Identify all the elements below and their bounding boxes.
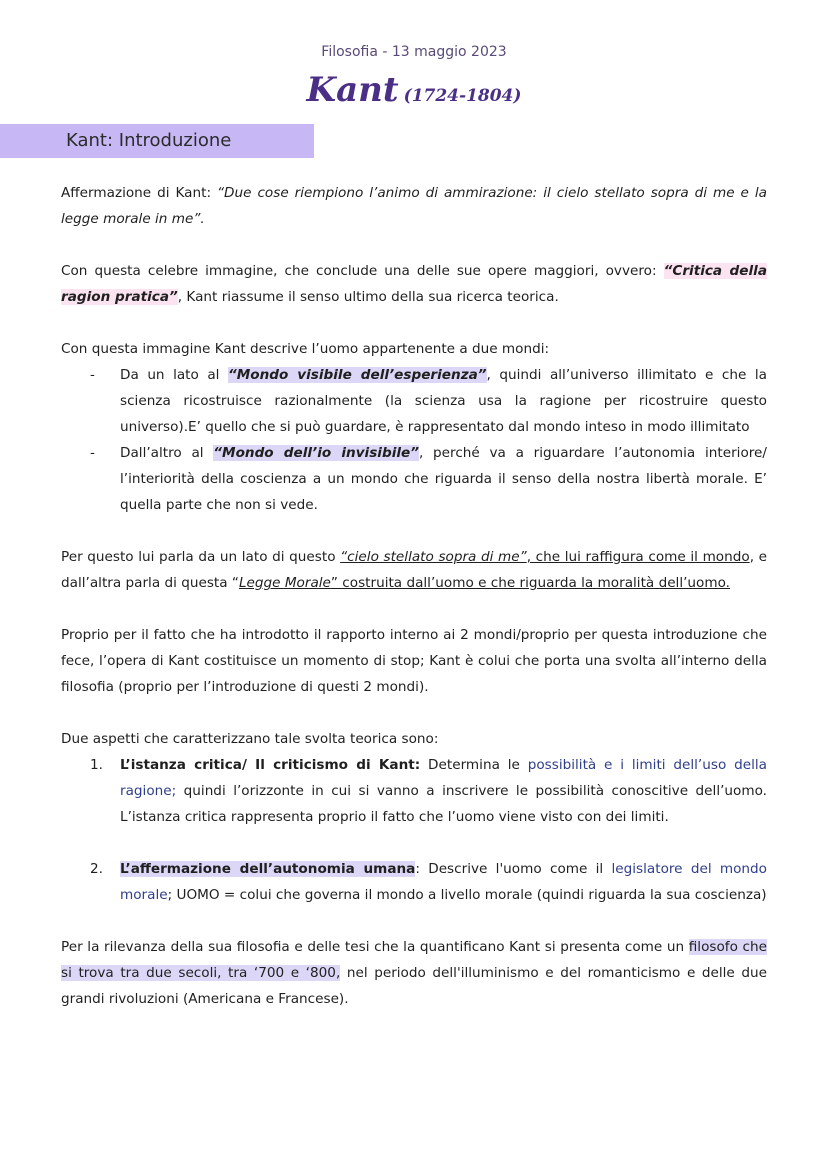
p4-underlined-1 <box>340 549 750 565</box>
critica-ragion-pratica: “Critica della ragion pratica” <box>61 263 767 305</box>
list-item <box>120 362 767 440</box>
section-heading <box>0 124 314 158</box>
aspects-intro: Due aspetti che caratterizzano tale svolta teorica sono: <box>61 731 439 747</box>
mondo-io-invisibile: “Mondo dell’io invisibile” <box>213 445 419 461</box>
bullet-1-c: , quindi all’universo illimitato e che la scienza ricostruisce razionalmente (la scienza usa la ragione per ricostruire questo universo).E’ quello che si può guardare, è rappresentato dal mondo inteso in modo illimitato <box>120 367 767 435</box>
two-worlds-intro: Con questa immagine Kant descrive l’uomo appartenente a due mondi: <box>61 341 550 357</box>
item-2-b: : Descrive l'uomo come il <box>415 861 612 877</box>
bullet-2-a: Dall’altro al <box>120 445 214 461</box>
paragraph-quote <box>61 180 767 232</box>
legge-morale: Legge Morale <box>238 575 331 591</box>
bullet-1-a: Da un lato al <box>120 367 228 383</box>
p4-d: , e dall’altra parla di questa “ <box>61 549 767 591</box>
p7-a: Per la rilevanza della sua filosofia e delle tesi che la quantificano Kant si presenta come un <box>61 939 689 955</box>
cielo-stellato: “cielo stellato sopra di me” <box>340 549 527 565</box>
item-2-d: ; UOMO = colui che governa il mondo a livello morale (quindi riguarda la sua coscienza) <box>167 887 767 903</box>
mondo-visibile: “Mondo visibile dell’esperienza” <box>227 367 487 383</box>
p4-f: ” costruita dall’uomo e che riguarda la moralità dell’uomo. <box>330 575 731 591</box>
kant-quote: “Due cose riempiono l’animo di ammirazione: il cielo stellato sopra di me e la legge morale in me”. <box>61 185 767 227</box>
list-item <box>120 440 767 518</box>
title-name: Kant <box>306 70 399 110</box>
p4-underlined-2 <box>239 575 730 591</box>
title-years: (1724-1804) <box>403 86 522 106</box>
possibilita-limiti: possibilità e i limiti dell’uso della ragione; <box>120 757 767 799</box>
list-item <box>90 752 767 830</box>
paragraph-cielo-legge <box>61 544 767 596</box>
two-worlds-list <box>61 362 767 518</box>
paragraph-critica <box>61 258 767 310</box>
bullet-2-c: , perché va a riguardare l’autonomia interiore/ l’interiorità della coscienza a un mondo che riguarda il senso della nostra libertà morale. E’ quella parte che non si vede. <box>120 445 767 513</box>
paragraph-aspects <box>61 726 767 752</box>
document-title <box>0 70 828 110</box>
paragraph-svolta <box>61 622 767 700</box>
paragraph-two-worlds <box>61 336 767 362</box>
p4-a: Per questo lui parla da un lato di questo <box>61 549 341 565</box>
autonomia-umana: L’affermazione dell’autonomia umana <box>120 861 416 877</box>
quote-intro: Affermazione di Kant: <box>61 185 217 201</box>
p2-text-c: , Kant riassume il senso ultimo della sua ricerca teorica. <box>177 289 559 305</box>
due-secoli: filosofo che si trova tra due secoli, tra ‘700 e ‘800, <box>61 939 767 981</box>
p5-text: Proprio per il fatto che ha introdotto il rapporto interno ai 2 mondi/proprio per questa introduzione che fece, l’opera di Kant costituisce un momento di stop; Kant è colui che porta una svolta all’interno della filosofia (proprio per l’introduzione di questi 2 mondi). <box>61 627 767 695</box>
list-item <box>90 856 767 908</box>
item-number: 2. <box>90 861 103 877</box>
aspects-list <box>61 752 767 908</box>
p7-c: nel periodo dell'illuminismo e del romanticismo e delle due grandi rivoluzioni (Americana e Francese). <box>61 965 767 1007</box>
item-1-b: Determina le <box>420 757 528 773</box>
p2-text-a: Con questa celebre immagine, che conclude una delle sue opere maggiori, ovvero: <box>61 263 664 279</box>
paragraph-rilevanza <box>61 934 767 1012</box>
istanza-critica: L’istanza critica/ Il criticismo di Kant: <box>120 757 421 773</box>
legislatore-mondo-morale: legislatore del mondo morale <box>120 861 767 903</box>
item-1-d: quindi l’orizzonte in cui si vanno a inscrivere le possibilità conoscitive dell’uomo. L’istanza critica rappresenta proprio il fatto che l’uomo viene visto con dei limiti. <box>120 783 767 825</box>
item-number: 1. <box>90 757 103 773</box>
document-date: Filosofia - 13 maggio 2023 <box>321 44 507 60</box>
p4-c: , che lui raffigura come il mondo <box>526 549 750 565</box>
document-body <box>61 180 767 1038</box>
section-title: Kant: Introduzione <box>66 130 232 151</box>
